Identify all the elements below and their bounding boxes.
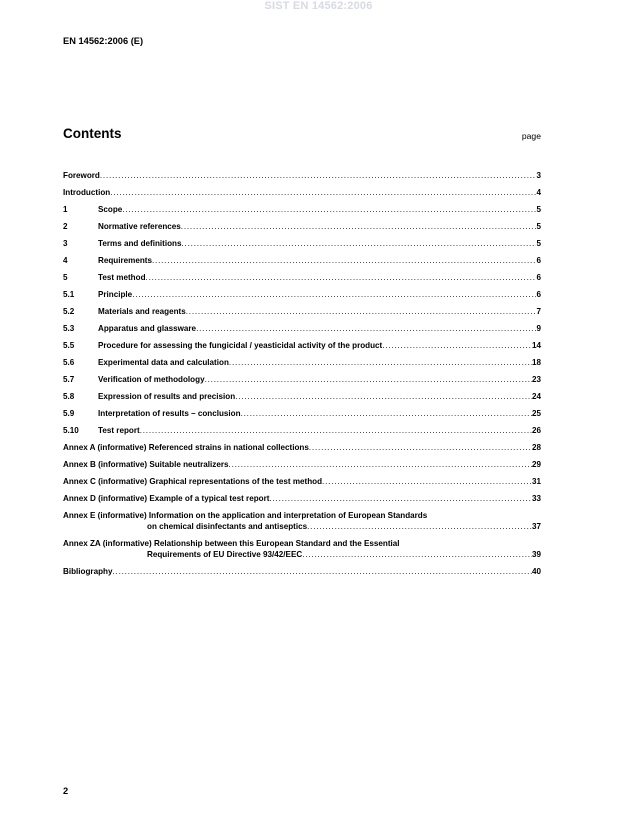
dot-leader xyxy=(140,425,532,436)
toc-entry-page: 9 xyxy=(536,324,541,333)
toc-entry-title: Annex ZA (informative) Relationship between this European Standard and the Essential xyxy=(63,539,400,548)
dot-leader xyxy=(122,204,536,215)
toc-entry-page: 29 xyxy=(531,460,541,469)
dot-leader xyxy=(152,255,537,266)
toc-entry-page: 6 xyxy=(536,273,541,282)
toc-entry[interactable] xyxy=(63,215,541,232)
toc-entry-page: 37 xyxy=(531,522,541,531)
toc-entry-page: 14 xyxy=(531,341,541,350)
toc-entry[interactable] xyxy=(63,300,541,317)
toc-entry[interactable] xyxy=(63,232,541,249)
toc-entry-number: 5.1 xyxy=(63,290,75,299)
toc-entry-number: 5.2 xyxy=(63,307,75,316)
toc-entry-number: 5.8 xyxy=(63,392,75,401)
toc-entry-page: 5 xyxy=(536,222,541,231)
toc-entry-title: Expression of results and precision xyxy=(98,392,236,401)
dot-leader xyxy=(146,272,537,283)
watermark: SIST EN 14562:2006 xyxy=(264,0,373,12)
toc-entry[interactable] xyxy=(63,351,541,368)
toc-entry-number: 5.9 xyxy=(63,409,75,418)
toc-entry-title: Interpretation of results – conclusion xyxy=(98,409,241,418)
toc-entry-title-continued: on chemical disinfectants and antiseptics xyxy=(147,522,308,531)
toc-entry-title: Annex E (informative) Information on the application and interpretation of European Standards xyxy=(63,511,428,520)
toc-entry-title-continued: Requirements of EU Directive 93/42/EEC xyxy=(147,550,303,559)
toc-entry[interactable] xyxy=(63,283,541,300)
toc-entry-number: 5.3 xyxy=(63,324,75,333)
toc-entry-page: 18 xyxy=(531,358,541,367)
toc-entry-number: 5.7 xyxy=(63,375,75,384)
toc-entry-title: Annex C (informative) Graphical representations of the test method xyxy=(63,477,323,486)
toc-entry-number: 3 xyxy=(63,239,68,248)
toc-entry-page: 6 xyxy=(536,256,541,265)
toc-entry-page: 6 xyxy=(536,290,541,299)
toc-entry[interactable] xyxy=(63,266,541,283)
toc-entry-title: Annex B (informative) Suitable neutralizers xyxy=(63,460,229,469)
toc-entry-page: 23 xyxy=(531,375,541,384)
dot-leader xyxy=(205,374,532,385)
page-column-label: page xyxy=(521,131,541,141)
toc-entry[interactable] xyxy=(63,402,541,419)
dot-leader xyxy=(382,340,532,351)
toc-entry-page: 25 xyxy=(531,409,541,418)
toc-entry[interactable] xyxy=(63,532,541,560)
toc-entry-page: 26 xyxy=(531,426,541,435)
toc-entry-title: Procedure for assessing the fungicidal / yeasticidal activity of the product xyxy=(98,341,383,350)
toc-entry-page: 5 xyxy=(536,239,541,248)
toc-entry-page: 39 xyxy=(531,550,541,559)
dot-leader xyxy=(269,493,532,504)
toc-entry-page: 40 xyxy=(531,567,541,576)
toc-entry-title: Annex A (informative) Referenced strains in national collections xyxy=(63,443,309,452)
toc-entry-title: Test report xyxy=(98,426,140,435)
toc-entry-number: 5.10 xyxy=(63,426,79,435)
table-of-contents xyxy=(63,164,541,577)
toc-entry-number: 5.6 xyxy=(63,358,75,367)
toc-entry-page: 24 xyxy=(531,392,541,401)
toc-entry-number: 5.5 xyxy=(63,341,75,350)
dot-leader xyxy=(182,238,537,249)
toc-entry[interactable] xyxy=(63,419,541,436)
toc-entry-title: Materials and reagents xyxy=(98,307,186,316)
toc-entry[interactable] xyxy=(63,181,541,198)
document-id: EN 14562:2006 (E) xyxy=(63,36,144,46)
toc-entry[interactable] xyxy=(63,470,541,487)
dot-leader xyxy=(132,289,536,300)
toc-entry-page: 31 xyxy=(531,477,541,486)
toc-entry-title: Normative references xyxy=(98,222,181,231)
dot-leader xyxy=(322,476,532,487)
toc-entry-page: 7 xyxy=(536,307,541,316)
contents-heading: Contents xyxy=(63,126,122,141)
toc-entry[interactable] xyxy=(63,198,541,215)
toc-entry-title: Terms and definitions xyxy=(98,239,182,248)
dot-leader xyxy=(307,521,532,532)
toc-entry-page: 28 xyxy=(531,443,541,452)
dot-leader xyxy=(235,391,532,402)
toc-entry-title: Verification of methodology xyxy=(98,375,205,384)
dot-leader xyxy=(302,549,532,560)
toc-entry[interactable] xyxy=(63,453,541,470)
toc-entry-title: Experimental data and calculation xyxy=(98,358,229,367)
toc-entry[interactable] xyxy=(63,385,541,402)
toc-entry-page: 33 xyxy=(531,494,541,503)
toc-entry[interactable] xyxy=(63,368,541,385)
dot-leader xyxy=(100,170,537,181)
toc-entry-title: Test method xyxy=(98,273,146,282)
toc-entry[interactable] xyxy=(63,560,541,577)
toc-entry[interactable] xyxy=(63,436,541,453)
dot-leader xyxy=(229,357,532,368)
dot-leader xyxy=(229,459,532,470)
dot-leader xyxy=(181,221,537,232)
page-number: 2 xyxy=(63,786,69,796)
toc-entry-title: Foreword xyxy=(63,171,100,180)
toc-entry[interactable] xyxy=(63,334,541,351)
toc-entry-title: Principle xyxy=(98,290,133,299)
toc-entry-page: 3 xyxy=(536,171,541,180)
toc-entry-number: 2 xyxy=(63,222,68,231)
dot-leader xyxy=(112,566,532,577)
toc-entry-title: Bibliography xyxy=(63,567,113,576)
dot-leader xyxy=(110,187,536,198)
toc-entry-title: Introduction xyxy=(63,188,111,197)
dot-leader xyxy=(186,306,537,317)
toc-entry-page: 4 xyxy=(536,188,541,197)
toc-entry-title: Requirements xyxy=(98,256,152,265)
toc-entry-page: 5 xyxy=(536,205,541,214)
toc-entry[interactable] xyxy=(63,317,541,334)
dot-leader xyxy=(196,323,536,334)
toc-entry-title: Annex D (informative) Example of a typical test report xyxy=(63,494,270,503)
toc-entry[interactable] xyxy=(63,164,541,181)
dot-leader xyxy=(241,408,532,419)
toc-entry-title: Apparatus and glassware xyxy=(98,324,197,333)
toc-entry-title: Scope xyxy=(98,205,123,214)
toc-entry-number: 5 xyxy=(63,273,68,282)
toc-entry[interactable] xyxy=(63,487,541,504)
toc-entry-number: 4 xyxy=(63,256,68,265)
toc-entry-number: 1 xyxy=(63,205,68,214)
dot-leader xyxy=(309,442,532,453)
toc-entry[interactable] xyxy=(63,249,541,266)
toc-entry[interactable] xyxy=(63,504,541,532)
